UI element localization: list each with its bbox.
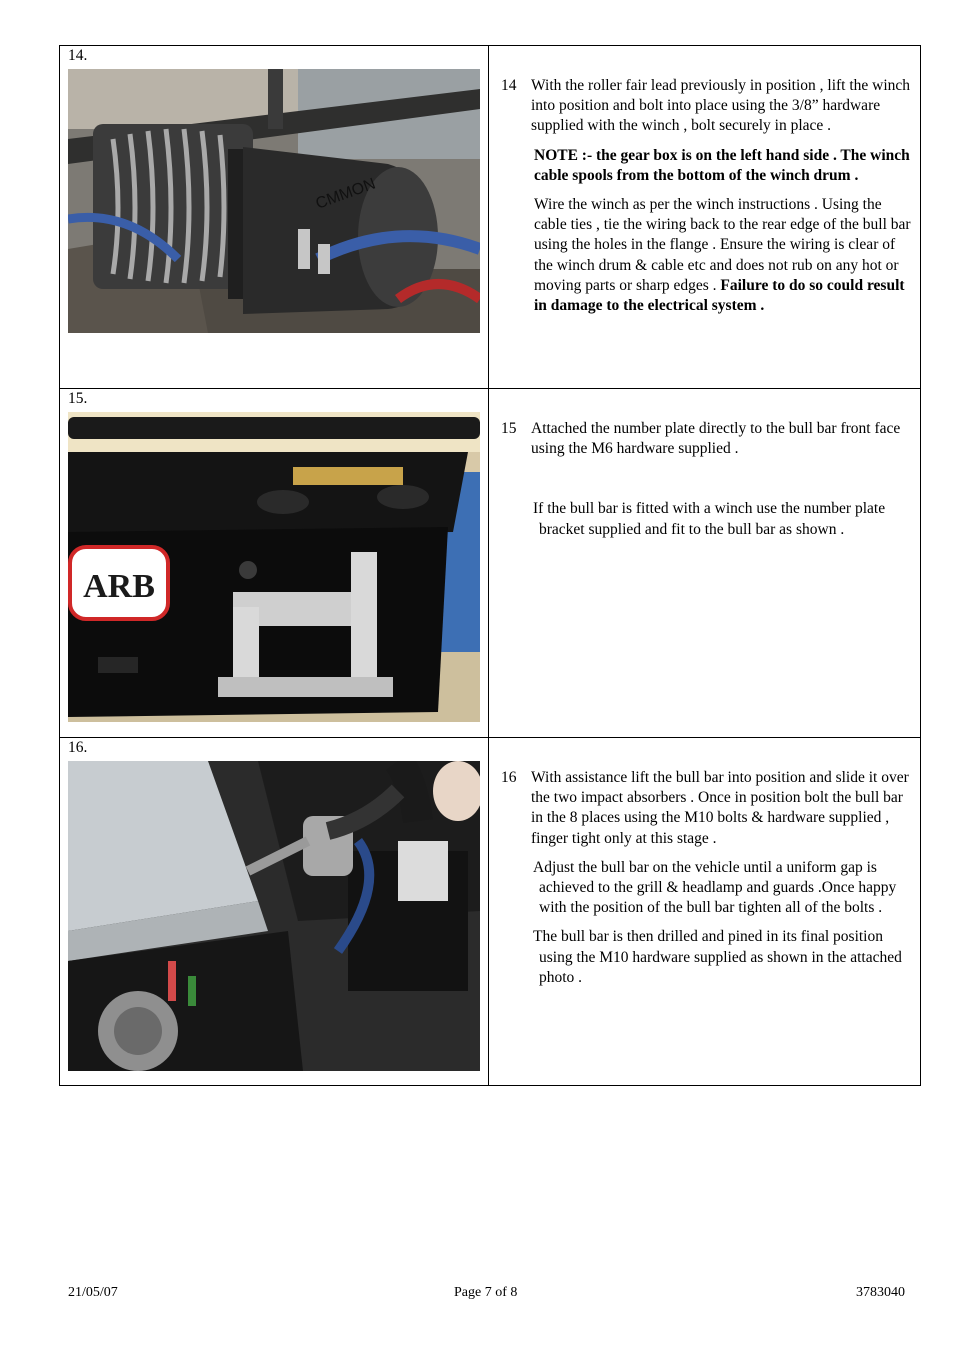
arb-logo-text: ARB bbox=[83, 568, 155, 605]
step-14-image-cell bbox=[60, 46, 489, 389]
step-16-text-cell bbox=[489, 738, 921, 1086]
step-14-wiring-text bbox=[534, 195, 914, 316]
footer-page-number: Page 7 of 8 bbox=[454, 1285, 518, 1300]
step-14-note: NOTE :- the gear box is on the left hand side . The winch cable spools from the bottom of the winch drum . bbox=[534, 146, 910, 184]
step-14-text-cell bbox=[489, 46, 921, 389]
step-15-winch-note: If the bull bar is fitted with a winch use the number plate bracket supplied and fit to the bull bar as shown . bbox=[533, 500, 886, 538]
step-row-16 bbox=[60, 738, 921, 1086]
step-row-15 bbox=[60, 389, 921, 738]
step-16-lead-text: With assistance lift the bull bar into position and slide it over the two impact absorbers . Once in position bolt the bull bar in the 8 places using the M10 bolts & hardware supplied , finger tight only at this stage . bbox=[531, 769, 909, 847]
step-15-instruction bbox=[501, 419, 914, 459]
step-15-image-cell bbox=[60, 389, 489, 738]
step-14-index: 14 bbox=[501, 77, 517, 94]
step-14-instruction bbox=[501, 76, 914, 137]
step-row-14 bbox=[60, 46, 921, 389]
step-16-index: 16 bbox=[501, 769, 517, 786]
step-15-index: 15 bbox=[501, 420, 517, 437]
step-16-instruction bbox=[501, 768, 914, 849]
step-14-warning: Failure to do so could result in damage to the electrical system . bbox=[534, 276, 905, 315]
step-16-adjust-text: Adjust the bull bar on the vehicle until a uniform gap is achieved to the grill & headlamp and guards .Once happy with the position of the bull bar tighten all of the bolts . bbox=[533, 858, 897, 917]
steps-table bbox=[59, 45, 921, 1086]
winch-photo bbox=[68, 69, 480, 333]
svg-text:CMMON: CMMON bbox=[313, 175, 378, 213]
step-14-number: 14. bbox=[68, 47, 88, 64]
step-16-drill-text: The bull bar is then drilled and pined in its final position using the M10 hardware supplied as shown in the attached photo . bbox=[533, 928, 902, 986]
step-16-number: 16. bbox=[68, 739, 88, 756]
bull-bar-photo bbox=[68, 412, 480, 722]
step-15-lead-text: Attached the number plate directly to the bull bar front face using the M6 hardware supplied . bbox=[531, 420, 901, 458]
drilling-photo bbox=[68, 761, 480, 1071]
step-14-lead-text: With the roller fair lead previously in position , lift the winch into position and bolt into place using the 3/8” hardware supplied with the winch , bolt securely in place . bbox=[531, 77, 911, 135]
footer-document-code: 3783040 bbox=[856, 1285, 905, 1300]
step-16-image-cell bbox=[60, 738, 489, 1086]
step-15-number: 15. bbox=[68, 390, 88, 407]
footer-date: 21/05/07 bbox=[68, 1285, 118, 1300]
step-15-text-cell bbox=[489, 389, 921, 738]
step-14-wiring-body: Wire the winch as per the winch instructions . Using the cable ties , tie the wiring back to the rear edge of the bull bar using the holes in the flange . Ensure the wiring is clear of the winch drum & cable etc and does not rub on any hot or moving parts or sharp edges . bbox=[534, 196, 911, 294]
